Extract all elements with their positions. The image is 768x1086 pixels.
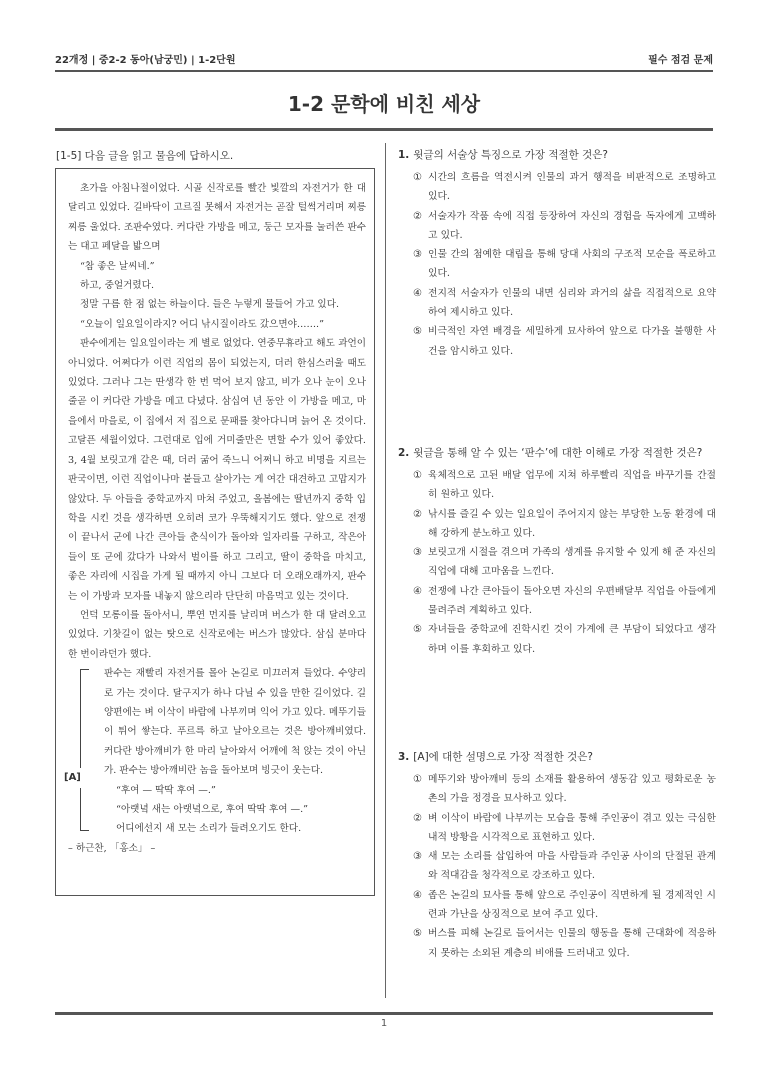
option-marker: ⑤ (413, 326, 422, 338)
option-text: 시간의 흐름을 역전시켜 인물의 과거 행적을 비판적으로 조명하고 있다. (428, 172, 716, 203)
answer-option (398, 620, 716, 659)
instruction-text: [1-5] 다음 글을 읽고 물음에 답하시오. (56, 150, 234, 162)
passage-paragraph: “후여 — 딱딱 후여 —.” (116, 784, 216, 796)
passage-paragraph: 판수에게는 일요일이라는 게 별로 없었다. 연중무휴라고 해도 과언이 아니었다. 어쩌다가 이런 직업의 몸이 되었는지, 더러 한심스러울 때도 있었다. 그러나 그는 딴생각 한 번 먹어 보지 않고, 비가 오나 눈이 오나 줄곧 이 커다란 가방을 메고 다녔다. 삼십여 년 동안 이 가방을 메고, 마을에서 마을로, 이 집에서 저 집으로 문패를 찾아다니며 늙어 온 것이다. 고달픈 세월이었다. 그런대로 입에 거미줄만은 면할 수가 있어 좋았다. 3, 4월 보릿고개 같은 때, 더러 굶어 죽느니 어쩌니 하고 비명을 지르는 판국이면, 이런 직업이나마 붙들고 살아가는 게 여간 대견하고 고맙지가 않았다. 두 아들을 중학교까지 마쳐 주었고, 올봄에는 딸년까지 중학 입학을 시킨 것을 생각하면 오히려 코가 우뚝해지기도 했다. 앞으로 전쟁이 끝나서 군에 나간 큰아들 춘식이가 돌아와 일자리를 구하고, 작은아들이 또 군에 갔다가 나와서 벌이를 하고 그리고, 딸이 중학을 마치고, 좋은 자리에 시집을 가게 될 때까지 아니 그보다 더 오래오래까지, 판수는 이 가방과 모자를 내놓지 않으리라 단단히 마음먹고 있는 것이다. (68, 338, 366, 602)
bracket-label: [A] (64, 768, 81, 787)
bracket-passage-body (104, 664, 366, 839)
question-3 (398, 748, 716, 963)
question-text: 윗글을 통해 알 수 있는 ‘판수’에 대한 이해로 가장 적절한 것은? (413, 447, 703, 459)
answer-option (398, 505, 716, 544)
passage-box (55, 168, 375, 896)
answer-option (398, 543, 716, 582)
option-marker: ④ (413, 287, 422, 299)
option-text: 메뚜기와 방아깨비 등의 소재를 활용하여 생동감 있고 평화로운 농촌의 가을 정경을 묘사하고 있다. (428, 774, 716, 805)
page-title: 1-2 문학에 비친 세상 (287, 92, 481, 116)
answer-option (398, 886, 716, 925)
question-1 (398, 146, 716, 361)
option-text: 전쟁에 나간 큰아들이 돌아오면 자신의 우편배달부 직업을 아들에게 물려주려 계획하고 있다. (428, 585, 716, 617)
passage-body (68, 179, 366, 664)
title-rule (55, 128, 713, 131)
header-course-info: 22개정 | 중2-2 동아(남궁민) | 1-2단원 (55, 54, 236, 66)
passage-paragraph: “참 좋은 날씨네.” (80, 260, 155, 272)
passage-paragraph: 초가을 아침나절이었다. 시골 신작로를 빨간 빛깔의 자전거가 한 대 달리고 있었다. 길바닥이 고르질 못해서 자전거는 곧잘 털썩거리며 찌릉찌릉 울었다. 조판수였다. 커다란 가방을 메고, 둥근 모자를 눌러쓴 판수는 대고 페달을 밟으며 (68, 183, 366, 253)
bracket-line (80, 669, 89, 831)
page-header (55, 46, 713, 70)
option-marker: ① (413, 774, 422, 785)
answer-option (398, 809, 716, 848)
answer-option (398, 322, 716, 361)
option-text: 전지적 서술자가 인물의 내면 심리와 과거의 삶을 직접적으로 요약하여 제시하고 있다. (428, 287, 716, 319)
passage-paragraph: “오늘이 일요일이라지? 어디 낚시질이라도 갔으면야…….” (80, 318, 325, 330)
option-marker: ③ (413, 851, 422, 863)
footer-rule (55, 1012, 713, 1015)
passage-paragraph: 어디에선지 새 모는 소리가 들려오기도 한다. (116, 823, 302, 835)
answer-option (398, 924, 716, 963)
passage-bracket-section (64, 664, 366, 839)
answer-option (398, 466, 716, 505)
option-marker: ② (413, 210, 422, 222)
option-text: 인물 간의 첨예한 대립을 통해 당대 사회의 구조적 모순을 폭로하고 있다. (428, 249, 716, 280)
answer-option (398, 168, 716, 207)
answer-option (398, 207, 716, 246)
header-rule (55, 70, 713, 72)
question-number: 2. (398, 447, 410, 459)
option-marker: ⑤ (413, 624, 422, 636)
option-text: 좁은 논길의 묘사를 통해 앞으로 주인공이 직면하게 될 경제적인 시련과 가난을 상징적으로 보여 주고 있다. (428, 889, 716, 921)
question-stem (398, 444, 716, 462)
option-marker: ① (413, 470, 422, 481)
option-marker: ⑤ (413, 928, 422, 940)
option-marker: ③ (413, 547, 422, 559)
passage-source: – 하근찬, 「홍소」 – (68, 842, 156, 854)
option-marker: ② (413, 812, 422, 824)
question-text: 윗글의 서술상 특징으로 가장 적절한 것은? (413, 149, 608, 161)
option-text: 버스를 피해 논길로 들어서는 인물의 행동을 통해 근대화에 적응하지 못하는 소외된 계층의 비애를 드러내고 있다. (428, 928, 716, 959)
answer-option (398, 245, 716, 284)
option-text: 육체적으로 고된 배달 업무에 지쳐 하루빨리 직업을 바꾸기를 간절히 원하고 있다. (428, 470, 716, 501)
answer-option (398, 284, 716, 323)
option-marker: ③ (413, 249, 422, 261)
option-text: 벼 이삭이 바람에 나부끼는 모습을 통해 주인공이 겪고 있는 극심한 내적 방황을 시각적으로 표현하고 있다. (428, 812, 716, 843)
option-text: 자녀들을 중학교에 진학시킨 것이 가계에 큰 부담이 되었다고 생각하며 이를 후회하고 있다. (428, 624, 716, 655)
option-marker: ② (413, 508, 422, 520)
answer-option (398, 847, 716, 886)
question-text: [A]에 대한 설명으로 가장 적절한 것은? (413, 751, 593, 763)
column-divider (385, 143, 386, 998)
question-stem (398, 146, 716, 164)
option-text: 낚시를 즐길 수 있는 일요일이 주어지지 않는 부당한 노동 환경에 대해 강하게 분노하고 있다. (428, 508, 716, 539)
question-2 (398, 444, 716, 659)
passage-paragraph: 언덕 모롱이를 돌아서니, 뿌연 먼지를 날리며 버스가 한 대 달려오고 있었다. 기찻길이 없는 탓으로 신작로에는 버스가 많았다. 삼십 분마다 한 번이라던가 했다. (68, 609, 366, 660)
question-number: 1. (398, 149, 410, 161)
option-text: 보릿고개 시절을 겪으며 가족의 생계를 유지할 수 있게 해 준 자신의 직업에 대해 고마움을 느낀다. (428, 547, 716, 578)
option-marker: ④ (413, 585, 422, 597)
option-marker: ① (413, 172, 422, 183)
header-section-label: 필수 점검 문제 (648, 54, 713, 66)
passage-paragraph: 판수는 재빨리 자전거를 몰아 논길로 미끄러져 들었다. 수양리로 가는 것이다. 달구지가 하나 다닐 수 있을 만한 길이었다. 길 양편에는 벼 이삭이 바람에 나부끼며 익어 가고 있다. 메뚜기들이 튀어 쌓는다. 푸르륵 하고 날아오르는 것은 방아깨비였다. 커다란 방아깨비가 한 마리 날아와서 어깨에 척 앉는 것이 아닌가. 판수는 방아깨비란 놈을 돌아보며 빙긋이 웃는다. (104, 668, 366, 777)
passage-paragraph: 하고, 중얼거렸다. (80, 280, 155, 292)
question-stem (398, 748, 716, 766)
passage-paragraph: 정말 구름 한 점 없는 하늘이다. 들은 누렇게 물들어 가고 있다. (80, 299, 340, 311)
answer-option (398, 582, 716, 621)
question-number: 3. (398, 751, 410, 763)
option-text: 서술자가 작품 속에 직접 등장하여 자신의 경험을 독자에게 고백하고 있다. (428, 210, 716, 241)
passage-paragraph: “아랫녘 새는 아랫녘으로, 후여 딱딱 후여 —.” (116, 804, 309, 815)
option-text: 비극적인 자연 배경을 세밀하게 묘사하여 앞으로 다가올 불행한 사건을 암시하고 있다. (428, 326, 716, 357)
page-number: 1 (380, 1018, 388, 1029)
option-marker: ④ (413, 889, 422, 901)
answer-option (398, 770, 716, 809)
option-text: 새 모는 소리를 삽입하여 마을 사람들과 주인공 사이의 단절된 관계와 적대감을 청각적으로 강조하고 있다. (428, 851, 716, 882)
